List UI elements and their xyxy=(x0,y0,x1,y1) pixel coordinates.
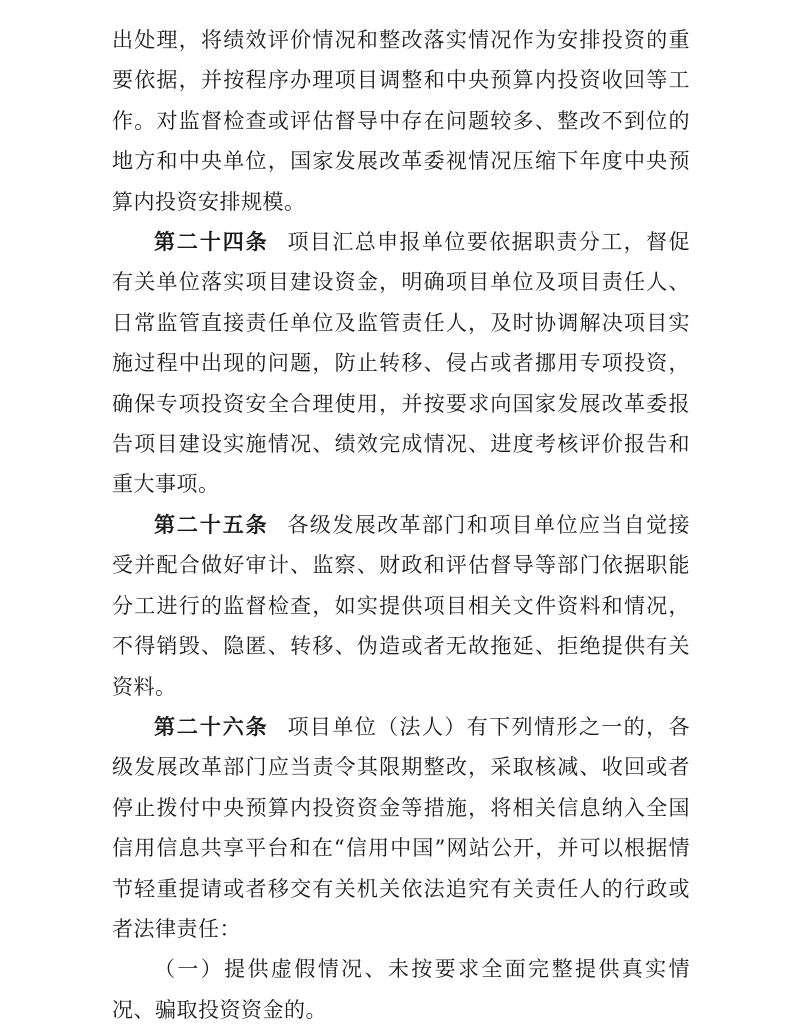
paragraph-text: （一）提供虚假情况、未按要求全面完整提供真实情况、骗取投资资金的。 xyxy=(112,957,690,1022)
article-26-paragraph xyxy=(112,707,690,949)
document-body xyxy=(112,20,690,1030)
article-25-paragraph xyxy=(112,505,690,707)
paragraph-text: 项目汇总申报单位要依据职责分工，督促有关单位落实项目建设资金，明确项目单位及项目责任人、日常监管直接责任单位及监管责任人，及时协调解决项目实施过程中出现的问题，防止转移、侵占或者挪用专项投资，确保专项投资安全合理使用，并按要求向国家发展改革委报告项目建设实施情况、绩效完成情况、进度考核评价报告和重大事项。 xyxy=(112,230,691,497)
paragraph-text: 各级发展改革部门和项目单位应当自觉接受并配合做好审计、监察、财政和评估督导等部门依据职能分工进行的监督检查，如实提供项目相关文件资料和情况，不得销毁、隐匿、转移、伪造或者无故拖延、拒绝提供有关资料。 xyxy=(112,512,691,699)
article-number: 第二十五条 xyxy=(154,512,269,537)
list-item-paragraph xyxy=(112,949,690,1030)
paragraph-text: 项目单位（法人）有下列情形之一的，各级发展改革部门应当责令其限期整改，采取核减、收回或者停止拨付中央预算内投资资金等措施，将相关信息纳入全国信用信息共享平台和在“信用中国”网站公开，并可以根据情节轻重提请或者移交有关机关依法追究有关责任人的行政或者法律责任： xyxy=(112,714,691,941)
paragraph-continuation xyxy=(112,20,690,222)
article-number: 第二十六条 xyxy=(154,714,269,739)
paragraph-text: 出处理，将绩效评价情况和整改落实情况作为安排投资的重要依据，并按程序办理项目调整和中央预算内投资收回等工作。对监督检查或评估督导中存在问题较多、整改不到位的地方和中央单位，国家发展改革委视情况压缩下年度中央预算内投资安排规模。 xyxy=(112,28,690,214)
article-24-paragraph xyxy=(112,222,690,505)
article-number: 第二十四条 xyxy=(154,230,269,255)
